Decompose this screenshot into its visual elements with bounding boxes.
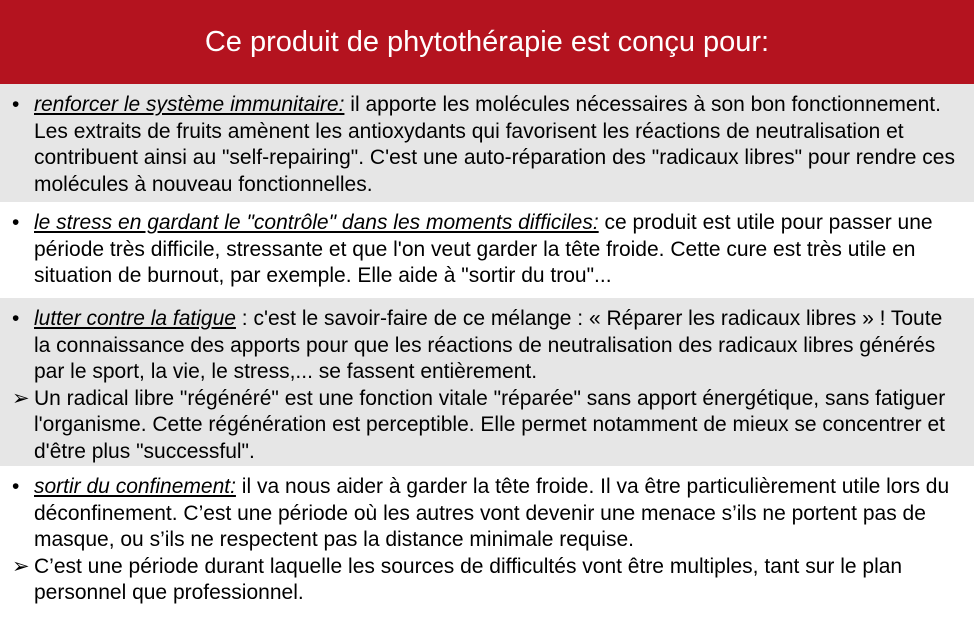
sub-item-line — [12, 386, 964, 466]
list-item-text — [34, 92, 964, 198]
list-item-text — [34, 210, 964, 290]
bullet-icon: • — [12, 307, 20, 330]
bullet-icon: • — [12, 475, 20, 498]
list-item-line — [12, 474, 964, 554]
list-item-fatigue — [0, 298, 974, 466]
page-title: Ce produit de phytothérapie est conçu pour: — [204, 25, 770, 58]
list-item-line — [12, 306, 964, 386]
bullet-icon: • — [12, 93, 20, 116]
list-item-emphasis: le stress en gardant le "contrôle" dans les moments difficiles: — [34, 211, 599, 234]
list-item-confinement — [0, 466, 974, 640]
list-item-body: : c'est le savoir-faire de ce mélange : « Réparer les radicaux libres » ! Toute la connaissance des apports pour que les réactions de neutralisation des radicaux libres générés par le sport, la vie, le stress,... se fassent entièrement. — [34, 307, 943, 383]
list-item-emphasis: lutter contre la fatigue — [34, 307, 236, 330]
list-item-line — [12, 92, 964, 198]
sub-item-text: Un radical libre "régénéré" est une fonction vitale "réparée" sans apport énergétique, sans fatiguer l'organisme. Cette régénération est perceptible. Elle permet notamment de mieux se concentrer et d'être plus "successful". — [34, 386, 946, 463]
list-item-emphasis: renforcer le système immunitaire: — [34, 93, 345, 116]
list-item-body: ce produit est utile pour passer une période très difficile, stressante et que l'on veut garder la tête froide. Cette cure est très utile en situation de burnout, par exemple. Elle aide à "sortir du trou"... — [34, 211, 933, 287]
list-item-text — [34, 474, 964, 554]
list-item-body: il va nous aider à garder la tête froide. Il va être particulièrement utile lors du déconfinement. C’est une période où les autres vont devenir une menace s’ils ne portent pas de masque, ou s’ils ne respectent pas la distance minimale requise. — [34, 475, 950, 551]
header-banner — [0, 0, 974, 84]
arrow-bullet-icon: ➢ — [12, 554, 30, 578]
sub-item-text: C’est une période durant laquelle les sources de difficultés vont être multiples, tant sur le plan personnel que professionnel. — [34, 554, 903, 604]
arrow-bullet-icon: ➢ — [12, 386, 30, 410]
bullet-icon: • — [12, 211, 20, 234]
list-item-body: il apporte les molécules nécessaires à son bon fonctionnement. Les extraits de fruits amènent les antioxydants qui favorisent les réactions de neutralisation et contribuent ainsi au "self-repairing". C'est une auto-réparation des "radicaux libres" pour rendre ces molécules à nouveau fonctionnelles. — [34, 93, 955, 196]
list-item-text — [34, 306, 964, 386]
sub-item-line — [12, 554, 964, 607]
list-item-stress — [0, 202, 974, 298]
list-item-line — [12, 210, 964, 290]
list-item-emphasis: sortir du confinement: — [34, 475, 236, 498]
list-item-immune — [0, 84, 974, 202]
